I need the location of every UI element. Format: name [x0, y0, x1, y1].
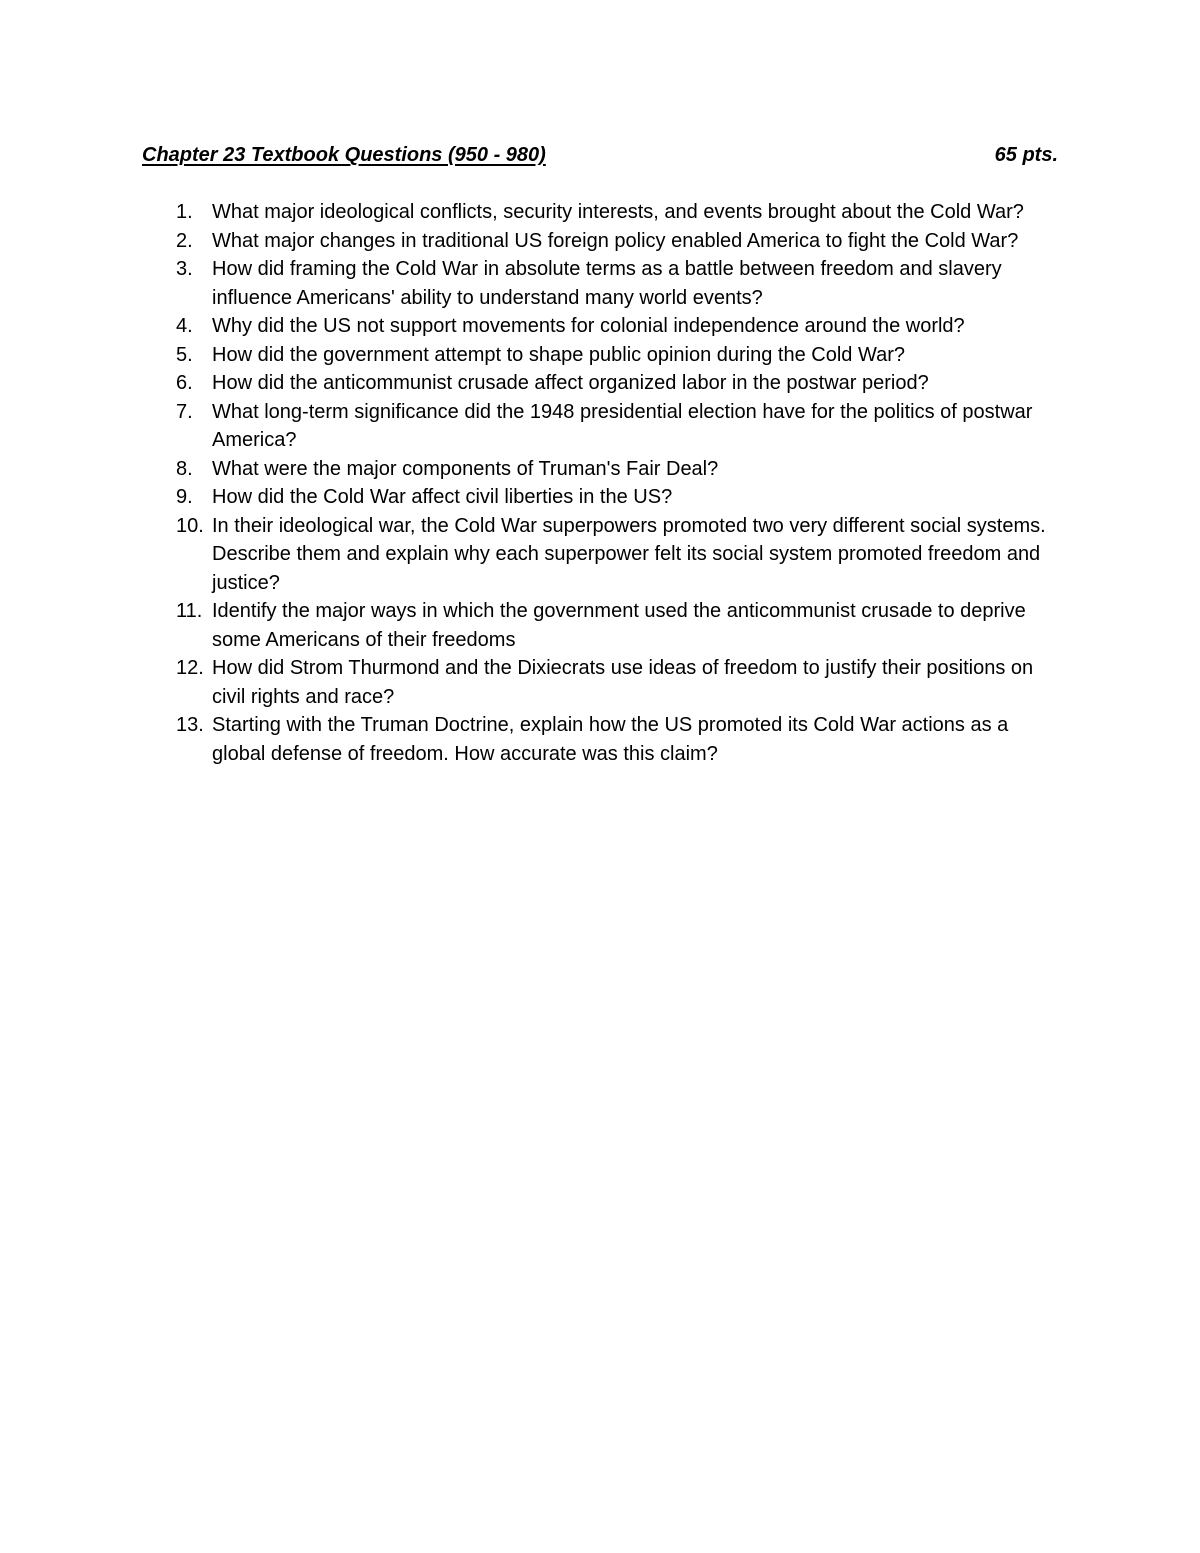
question-item — [176, 341, 1066, 370]
question-number: 2. — [176, 229, 193, 252]
question-text: How did the government attempt to shape public opinion during the Cold War? — [212, 343, 905, 366]
question-text: Identify the major ways in which the government used the anticommunist crusade to deprive some Americans of their freedoms — [212, 600, 1026, 651]
question-text: Why did the US not support movements for colonial independence around the world? — [212, 315, 965, 337]
question-item — [176, 369, 1066, 398]
question-item — [176, 255, 1066, 312]
question-item — [176, 455, 1066, 484]
question-number: 12. — [176, 657, 204, 679]
question-number: 11. — [176, 600, 203, 622]
question-text: Starting with the Truman Doctrine, explain how the US promoted its Cold War actions as a global defense of freedom. How accurate was this claim? — [212, 714, 1009, 765]
question-number: 9. — [176, 486, 193, 508]
question-item — [176, 198, 1066, 227]
question-text: What long-term significance did the 1948 presidential election have for the politics of postwar America? — [212, 400, 1033, 451]
question-number: 4. — [176, 315, 193, 337]
question-item — [176, 711, 1066, 768]
question-item — [176, 597, 1066, 654]
question-number: 8. — [176, 457, 193, 480]
question-number: 13. — [176, 714, 204, 736]
question-number: 5. — [176, 343, 193, 366]
question-item — [176, 398, 1066, 455]
question-text: How did the Cold War affect civil liberties in the US? — [212, 486, 673, 508]
points-label: 65 pts. — [994, 144, 1058, 166]
question-text: What major changes in traditional US foreign policy enabled America to fight the Cold War? — [212, 229, 1019, 252]
question-number: 7. — [176, 400, 193, 423]
question-text: In their ideological war, the Cold War superpowers promoted two very different social systems. Describe them and explain why each superpower felt its social system promoted freedom and justice? — [212, 514, 1046, 594]
question-text: How did the anticommunist crusade affect organized labor in the postwar period? — [212, 372, 929, 394]
question-item — [176, 512, 1066, 598]
question-number: 1. — [176, 201, 193, 223]
question-text: What were the major components of Truman's Fair Deal? — [212, 457, 719, 480]
question-number: 6. — [176, 372, 193, 394]
question-item — [176, 654, 1066, 711]
document-header — [142, 141, 1058, 169]
question-number: 10. — [176, 514, 204, 537]
question-text: What major ideological conflicts, security interests, and events brought about the Cold War? — [212, 201, 1024, 223]
document-title: Chapter 23 Textbook Questions (950 - 980) — [142, 144, 546, 166]
question-item — [176, 312, 1066, 341]
question-item — [176, 227, 1066, 256]
question-text: How did Strom Thurmond and the Dixiecrats use ideas of freedom to justify their positions on civil rights and race? — [212, 657, 1034, 708]
question-list — [176, 198, 1066, 768]
question-item — [176, 483, 1066, 512]
question-number: 3. — [176, 258, 193, 280]
question-text: How did framing the Cold War in absolute terms as a battle between freedom and slavery influence Americans' ability to understand many world events? — [212, 258, 1002, 309]
